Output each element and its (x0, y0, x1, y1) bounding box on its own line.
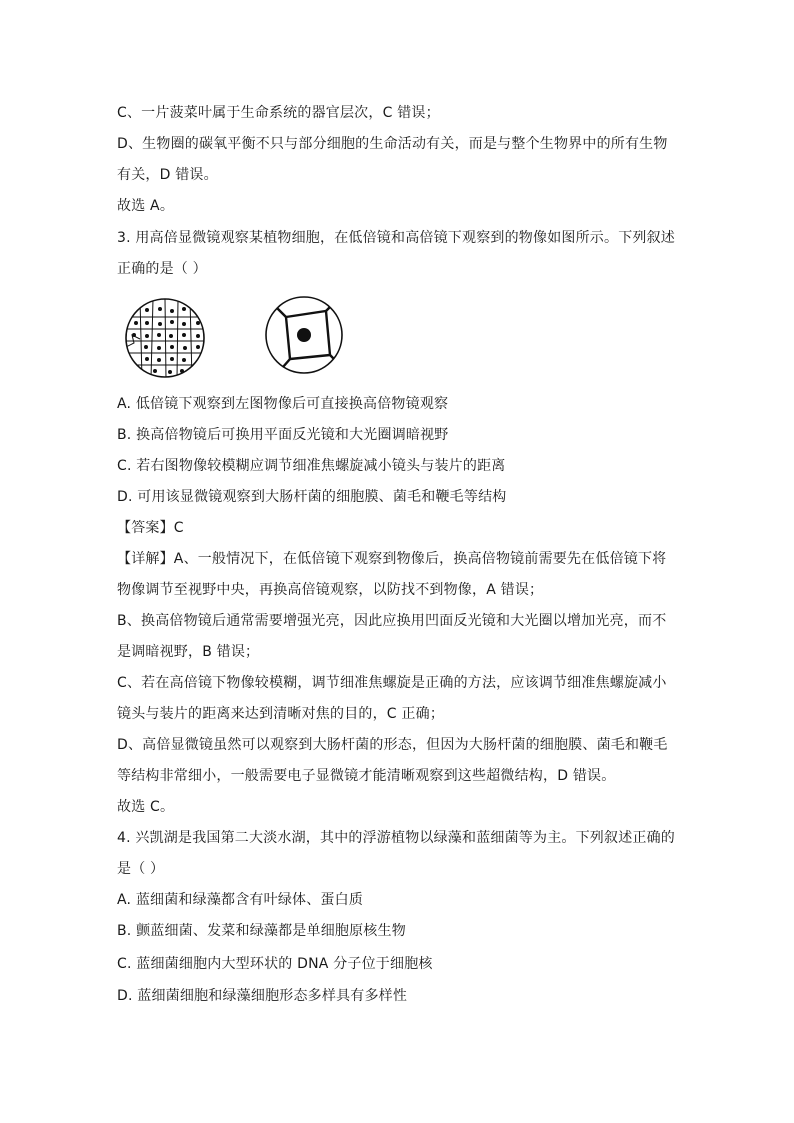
q4-option-d: D. 蓝细菌细胞和绿藻细胞形态多样具有多样性 (117, 988, 408, 1004)
q3-answer: 【答案】C (117, 520, 184, 536)
q3-explanation-line-6: 镜头与装片的距离来达到清晰对焦的目的，C 正确； (117, 706, 445, 722)
q3-conclusion: 故选 C。 (117, 799, 175, 815)
high-magnification-cell-figure (262, 293, 346, 377)
low-magnification-cells-figure (120, 295, 210, 381)
q3-explanation-line-7: D、高倍显微镜虽然可以观察到大肠杆菌的形态，但因为大肠杆菌的细胞膜、菌毛和鞭毛 (117, 737, 668, 753)
q3-explanation-line-5: C、若在高倍镜下物像较模糊，调节细准焦螺旋是正确的方法，应该调节细准焦螺旋减小 (117, 675, 667, 691)
q2-option-d-explanation-line-1: D、生物圈的碳氧平衡不只与部分细胞的生命活动有关，而是与整个生物界中的所有生物 (117, 136, 668, 152)
q4-stem-line-2: 是（ ） (117, 861, 165, 877)
q4-stem-line-1: 4. 兴凯湖是我国第二大淡水湖，其中的浮游植物以绿藻和蓝细菌等为主。下列叙述正确的 (117, 830, 676, 846)
q3-stem-line-2: 正确的是（ ） (117, 261, 207, 277)
q2-conclusion: 故选 A。 (117, 198, 175, 214)
q4-option-b: B. 颤蓝细菌、发菜和绿藻都是单细胞原核生物 (117, 923, 406, 939)
q2-option-d-explanation-line-2: 有关，D 错误。 (117, 167, 218, 183)
q3-explanation-line-8: 等结构非常细小，一般需要电子显微镜才能清晰观察到这些超微结构，D 错误。 (117, 768, 616, 784)
q3-option-b: B. 换高倍物镜后可换用平面反光镜和大光圈调暗视野 (117, 427, 449, 443)
q3-option-d: D. 可用该显微镜观察到大肠杆菌的细胞膜、菌毛和鞭毛等结构 (117, 489, 507, 505)
q3-stem-line-1: 3. 用高倍显微镜观察某植物细胞，在低倍镜和高倍镜下观察到的物像如图所示。下列叙述 (117, 230, 676, 246)
q3-explanation-line-2: 物像调节至视野中央，再换高倍镜观察，以防找不到物像，A 错误； (117, 582, 544, 598)
q3-option-a: A. 低倍镜下观察到左图物像后可直接换高倍物镜观察 (117, 396, 449, 412)
q3-explanation-line-3: B、换高倍物镜后通常需要增强光亮，因此应换用凹面反光镜和大光圈以增加光亮，而不 (117, 613, 667, 629)
q3-explanation-line-4: 是调暗视野，B 错误； (117, 644, 260, 660)
q4-option-c: C. 蓝细菌细胞内大型环状的 DNA 分子位于细胞核 (117, 956, 433, 972)
q2-option-c-explanation: C、一片菠菜叶属于生命系统的器官层次，C 错误； (117, 105, 440, 121)
q4-option-a: A. 蓝细菌和绿藻都含有叶绿体、蛋白质 (117, 892, 364, 908)
q3-explanation-line-1: 【详解】A、一般情况下，在低倍镜下观察到物像后，换高倍物镜前需要先在低倍镜下将 (117, 551, 667, 567)
q3-option-c: C. 若右图物像较模糊应调节细准焦螺旋减小镜头与装片的距离 (117, 458, 506, 474)
